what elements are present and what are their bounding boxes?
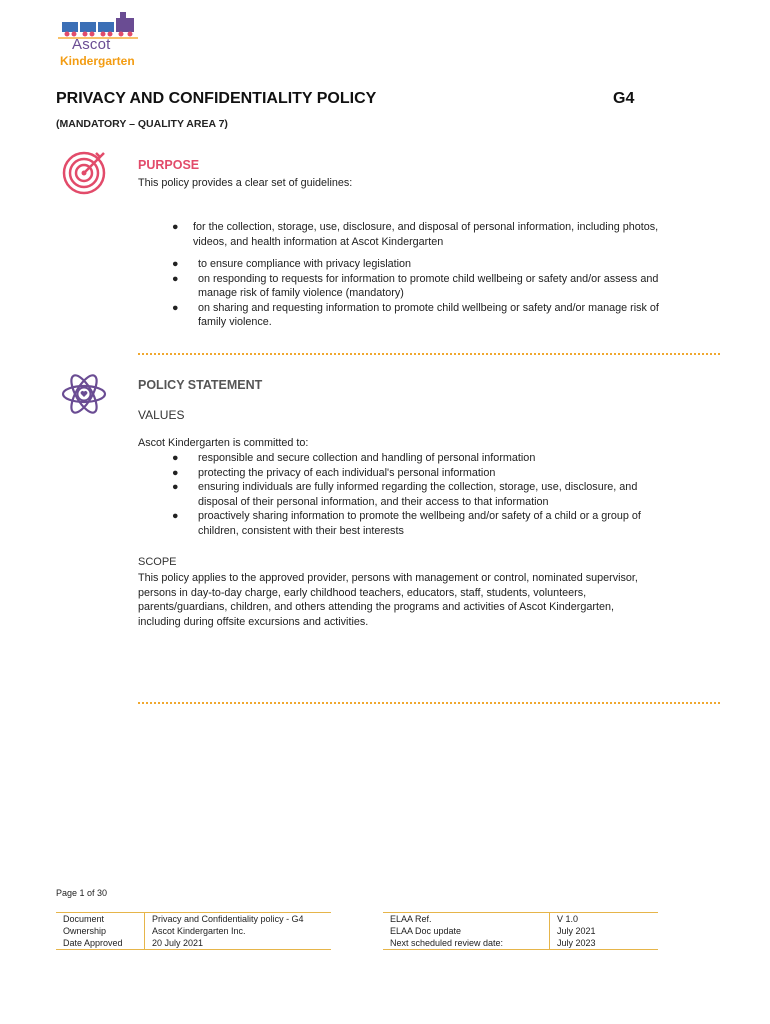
purpose-heading: PURPOSE [138,158,200,172]
table-cell: Privacy and Confidentiality policy - G4 [145,913,332,926]
list-item: ● responsible and secure collection and handling of personal information [172,452,536,464]
elaa-info-table [383,912,658,950]
section-divider [138,702,720,704]
table-cell: Ownership [56,925,145,937]
table-cell: Date Approved [56,937,145,950]
table-cell: ELAA Doc update [383,925,550,937]
table-row [383,937,658,950]
list-item: ● ensuring individuals are fully informed regarding the collection, storage, use, disclosure, and disposal of their personal information, and their access to that information [172,481,638,508]
policy-statement-heading: POLICY STATEMENT [138,378,263,392]
policy-code: G4 [613,90,635,107]
table-row [383,925,658,937]
table-cell: Ascot Kindergarten Inc. [152,926,246,936]
logo-text-ascot: Ascot [72,36,111,53]
table-row [56,937,331,950]
scope-heading: SCOPE [138,556,177,568]
logo-text-kindergarten: Kindergarten [60,54,135,68]
atom-heart-icon [60,370,108,418]
table-cell: V 1.0 [550,913,659,926]
scope-text: This policy applies to the approved provider, persons with management or control, nominated supervisor, persons in day-to-day charge, early childhood teachers, educators, staff, students, volunteers, parents/guardians, children, and others attending the programs and activities of Ascot Kindergarten, including during offsite excursions and activities. [138,572,638,628]
list-item: ● on sharing and requesting information to promote child wellbeing or safety and/or manage risk of family violence. [172,301,659,328]
document-info-table [56,912,331,950]
table-row [383,913,658,926]
table-cell: July 2023 [550,937,659,950]
target-icon [60,148,108,196]
page-number: Page 1 of 30 [56,888,108,898]
page-title: PRIVACY AND CONFIDENTIALITY POLICY [56,90,377,107]
section-divider [138,353,720,355]
values-bullet-list [172,451,668,538]
values-heading: VALUES [138,408,185,422]
page-subtitle: (MANDATORY – QUALITY AREA 7) [56,118,228,130]
list-item: ● on responding to requests for information to promote child wellbeing or safety and/or assess and manage risk of family violence (mandatory) [172,272,659,299]
purpose-intro: This policy provides a clear set of guidelines: [138,177,353,189]
values-intro: Ascot Kindergarten is committed to: [138,437,309,449]
table-cell: Document [56,913,145,926]
table-cell: July 2021 [557,926,596,936]
table-cell: ELAA Ref. [383,913,550,926]
list-item: ● to ensure compliance with privacy legislation [172,258,412,270]
purpose-bullet-list [172,220,683,330]
table-row [56,913,331,926]
table-cell: Next scheduled review date: [383,937,550,950]
list-item: ● proactively sharing information to promote the wellbeing and/or safety of a child or a group of children, consistent with their best interests [172,510,641,537]
list-item: ● protecting the privacy of each individual's personal information [172,466,496,479]
table-row [56,925,331,937]
table-cell: 20 July 2021 [145,937,332,950]
list-item: ● for the collection, storage, use, disclosure, and disposal of personal information, including photos, videos, and health information at Ascot Kindergarten [172,221,659,248]
